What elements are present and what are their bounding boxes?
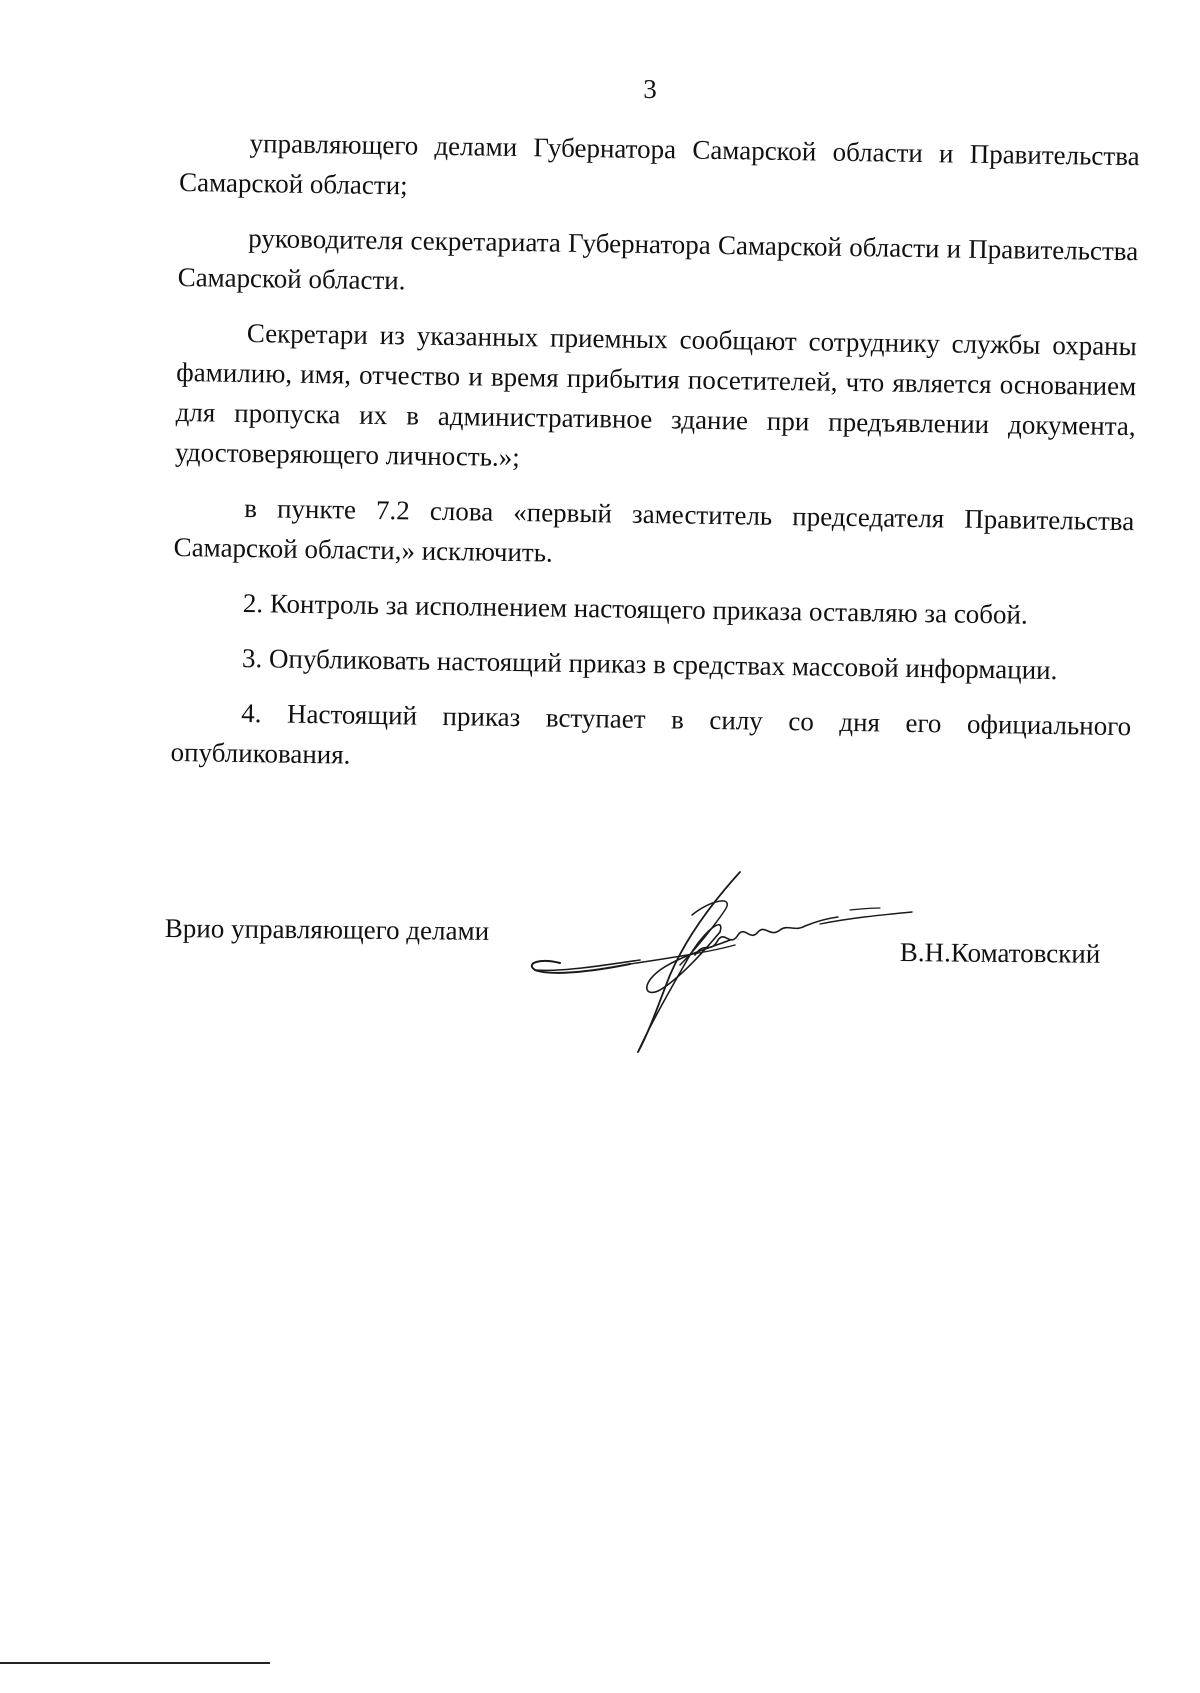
signatory-position: Врио управляющего делами xyxy=(164,913,490,946)
paragraph-6: 3. Опубликовать настоящий приказ в средствах массовой информации. xyxy=(241,642,1058,686)
paragraph-2: руководителя секретариата Губернатора Самарской области и Правительства Самарской области. xyxy=(177,223,1139,296)
page-number: 3 xyxy=(643,74,657,104)
paragraph-5: 2. Контроль за исполнением настоящего приказа оставляю за собой. xyxy=(242,587,1028,630)
paragraph-3: Секретари из указанных приемных сообщают сотруднику службы охраны фамилию, имя, отчество и время прибытия посетителей, что является основанием для пропуска их в административное здание при предъявлении документа, удостоверяющего личность.»; xyxy=(174,318,1138,473)
signatory-name: В.Н.Коматовский xyxy=(899,937,1101,969)
paragraph-1: управляющего делами Губернатора Самарской области и Правительства Самарской области; xyxy=(178,128,1140,201)
footer-rule xyxy=(0,1662,270,1664)
paragraph-7: 4. Настоящий приказ вступает в силу со дня его официального опубликования. xyxy=(170,697,1132,770)
paragraph-4: в пункте 7.2 слова «первый заместитель председателя Правительства Самарской области,» исключить. xyxy=(173,492,1135,568)
